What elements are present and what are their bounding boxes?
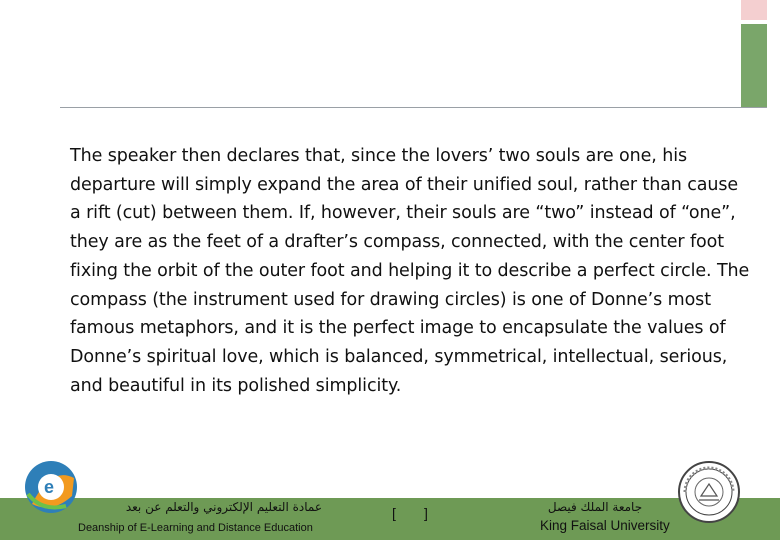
university-seal-icon [677, 460, 741, 524]
slide-body-text: The speaker then declares that, since the lovers’ two souls are one, his departure will simply expand the area of their unified soul, rather than cause a rift (cut) between them. If, however, their souls are “two” instead of “one”, they are as the feet of a drafter’s compass, connected, with the center foot fixing the orbit of the outer foot and helping it to describe a perfect circle. The compass (the instrument used for drawing circles) is one of Donne’s most famous metaphors, and it is the perfect image to encapsulate the values of Donne’s spiritual love, which is balanced, symmetrical, intellectual, serious, and beautiful in its polished simplicity. [70, 146, 750, 396]
svg-text:e: e [44, 477, 55, 497]
page-number-bracket-close: ] [424, 505, 428, 521]
title-divider [60, 107, 767, 108]
top-accent-green [741, 24, 767, 108]
university-english-name: King Faisal University [540, 518, 670, 533]
university-arabic-name: جامعة الملك فيصل [547, 500, 643, 514]
e-learning-logo-icon [22, 456, 80, 518]
deanship-english-name: Deanship of E-Learning and Distance Education [78, 522, 313, 534]
page-number-bracket-open: [ [392, 505, 396, 521]
top-accent-pink [741, 0, 767, 20]
deanship-arabic-name: عمادة التعليم الإلكتروني والتعلم عن بعد [125, 500, 322, 514]
